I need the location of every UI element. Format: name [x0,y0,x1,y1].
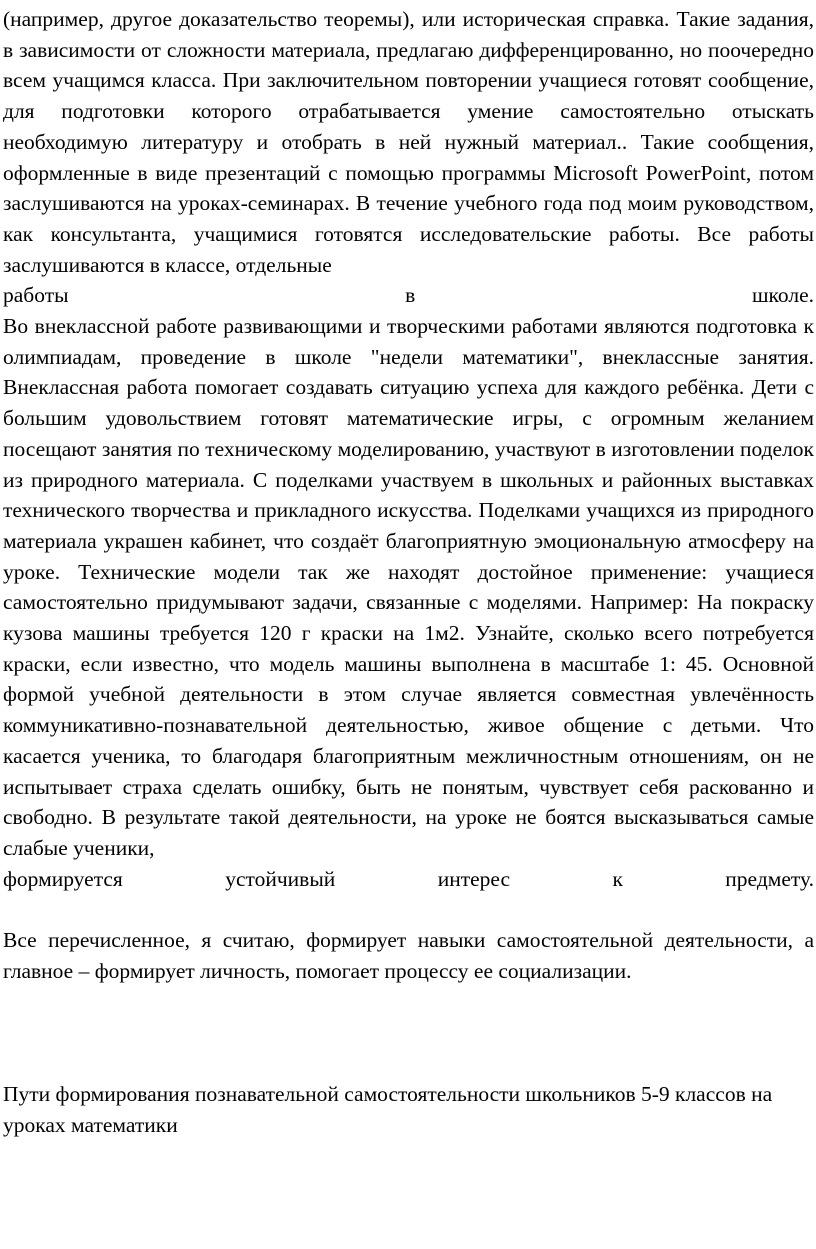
paragraph-justified-last-line: работы в школе. [3,283,814,308]
paragraph-text: Во внеклассной работе развивающими и творческими работами являются подготовка к олимпиадам, проведение в школе "недели математики", внеклассные занятия. Внеклассная работа помогает создавать ситуацию успеха для каждого ребёнка. Дети с большим удовольствием готовят математические игры, с огромным желанием посещают занятия по техническому моделированию, участвуют в изготовлении поделок из природного материала. С поделками участвуем в школьных и районных выставках технического творчества и прикладного искусства. Поделками учащихся из природного материала украшен кабинет, что создаёт благоприятную эмоциональную атмосферу на уроке. Технические модели так же находят достойное применение: учащиеся самостоятельно придумывают задачи, связанные с моделями. Например: На покраску кузова машины требуется 120 г краски на 1м2. Узнайте, сколько всего потребуется краски, если известно, что модель машины выполнена в масштабе 1: 45. Основной формой учебной деятельности в этом случае является совместная увлечённость коммуникативно-познавательной деятельностью, живое общение с детьми. Что касается ученика, то благодаря благоприятным межличностным отношениям, он не испытывает страха сделать ошибку, быть не понятым, чувствует себя раскованно и свободно. В результате такой деятельности, на уроке не боятся высказываться самые слабые ученики, [3,314,814,860]
section-heading: Пути формирования познавательной самостоятельности школьников 5-9 классов на уроках математики [3,1081,773,1137]
blank-line [3,894,814,925]
paragraph-extracurricular-work [3,311,814,894]
blank-space [3,987,814,1079]
paragraph-text: (например, другое доказательство теоремы), или историческая справка. Такие задания, в зависимости от сложности материала, предлагаю дифференцированно, но поочередно всем учащимся класса. При заключительном повторении учащиеся готовят сообщение, для подготовки которого отрабатывается умение самостоятельно отыскать необходимую литературу и отобрать в ней нужный материал.. Такие сообщения, оформленные в виде презентаций с помощью программы Microsoft PowerPoint, потом заслушиваются на уроках-семинарах. В течение учебного года под моим руководством, как консультанта, учащимися готовятся исследовательские работы. Все работы заслушиваются в классе, отдельные [3,7,814,277]
paragraph-justified-last-line: формируется устойчивый интерес к предмету. [3,866,814,891]
paragraph-homework-and-research [3,4,814,311]
paragraph-conclusion: Все перечисленное, я считаю, формирует навыки самостоятельной деятельности, а главное – формирует личность, помогает процессу ее социализации. [3,928,814,984]
